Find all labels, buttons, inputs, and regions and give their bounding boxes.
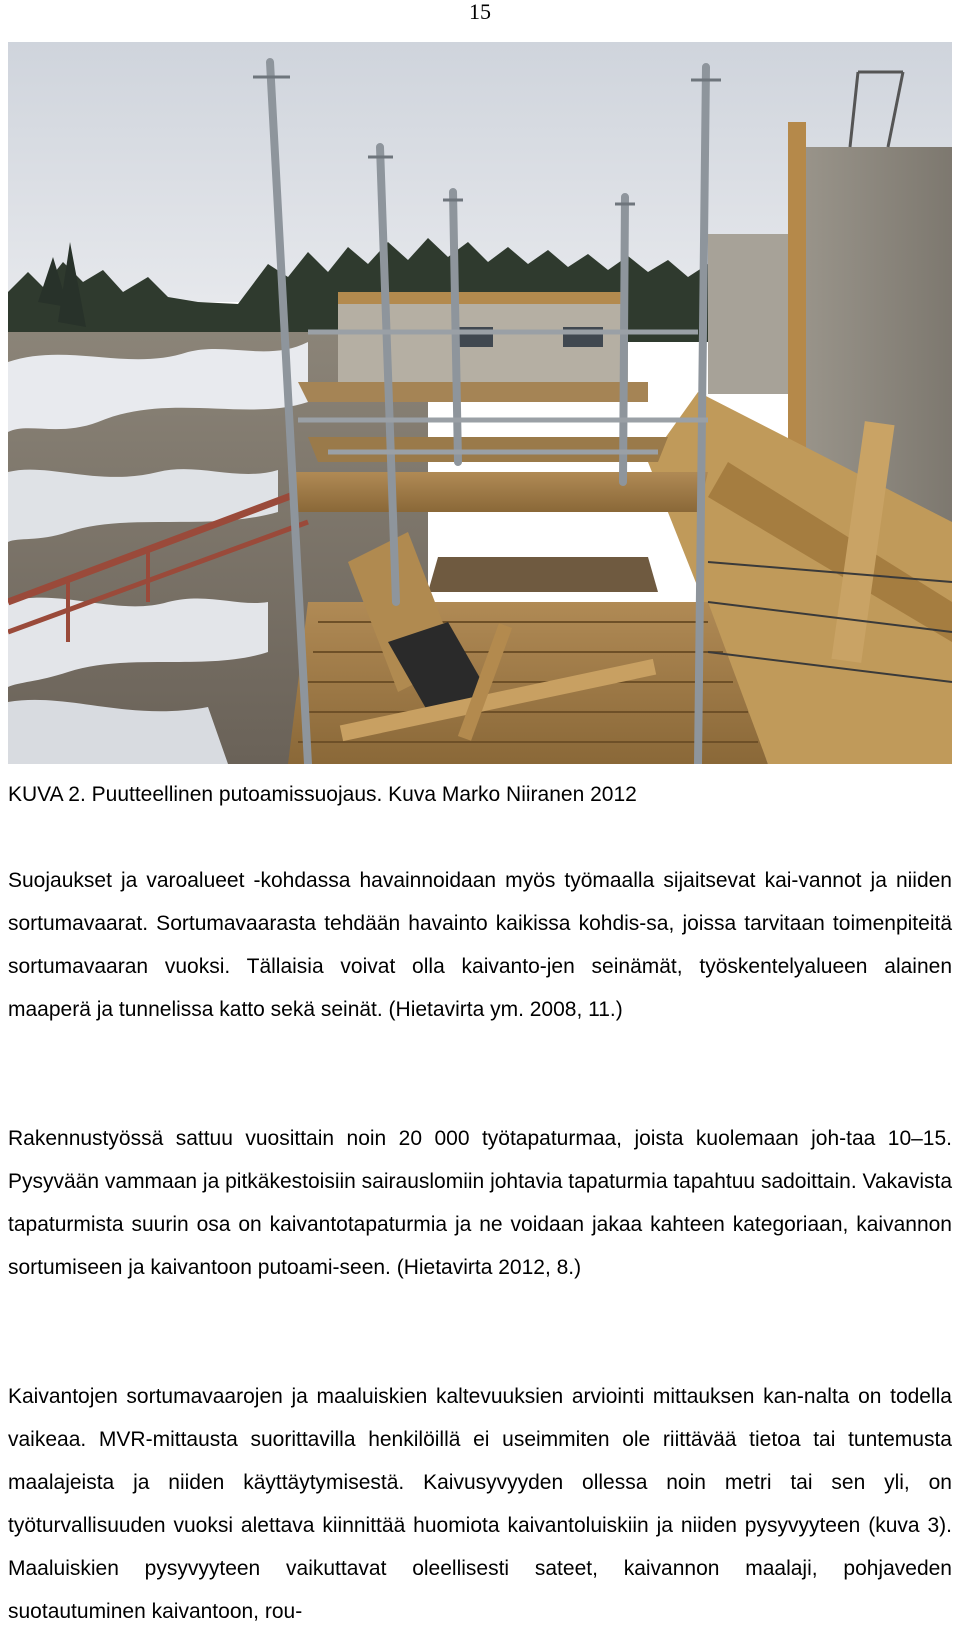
body-paragraph: Suojaukset ja varoalueet -kohdassa havainnoidaan myös työmaalla sijaitsevat kai-vannot ja niiden sortumavaarat. Sortumavaarasta tehdään havainto kaikissa kohdis-sa, joissa tarvitaan toimenpiteitä sortumavaaran vuoksi. Tällaisia voivat olla kaivanto-jen seinämät, työskentelyalueen alainen maaperä ja tunnelissa katto sekä seinät. (Hietavirta ym. 2008, 11.) <box>8 869 952 1021</box>
figure-caption: KUVA 2. Puutteellinen putoamissuojaus. Kuva Marko Niiranen 2012 <box>8 783 637 806</box>
page-number: 15 <box>469 0 491 24</box>
body-paragraph: Rakennustyössä sattuu vuosittain noin 20 000 työtapaturmaa, joista kuolemaan joh-taa 10–15. Pysyvään vammaan ja pitkäkestoisiin sairauslomiin johtavia tapaturmia tapahtuu sadoittain. Vakavista tapaturmista suurin osa on kaivantotapaturmia ja ne voidaan jakaa kahteen kategoriaan, kaivannon sortumiseen ja kaivantoon putoami-seen. (Hietavirta 2012, 8.) <box>8 1127 952 1279</box>
body-paragraph: Kaivantojen sortumavaarojen ja maaluiskien kaltevuuksien arviointi mittauksen kan-nalta on todella vaikeaa. MVR-mittausta suorittavilla henkilöillä ei useimmiten ole riittävää tietoa tai tuntemusta maalajeista ja niiden käyttäytymisestä. Kaivusyvyyden ollessa noin metri tai sen yli, on työturvallisuuden vuoksi alettava kiinnittää huomiota kaivantoluiskiin ja niiden pysyvyyteen (kuva 3). Maaluiskien pysyvyyteen vaikuttavat oleellisesti sateet, kaivannon maalaji, pohjaveden suotautuminen kaivantoon, rou- <box>8 1385 952 1623</box>
construction-site-photo <box>8 42 952 764</box>
